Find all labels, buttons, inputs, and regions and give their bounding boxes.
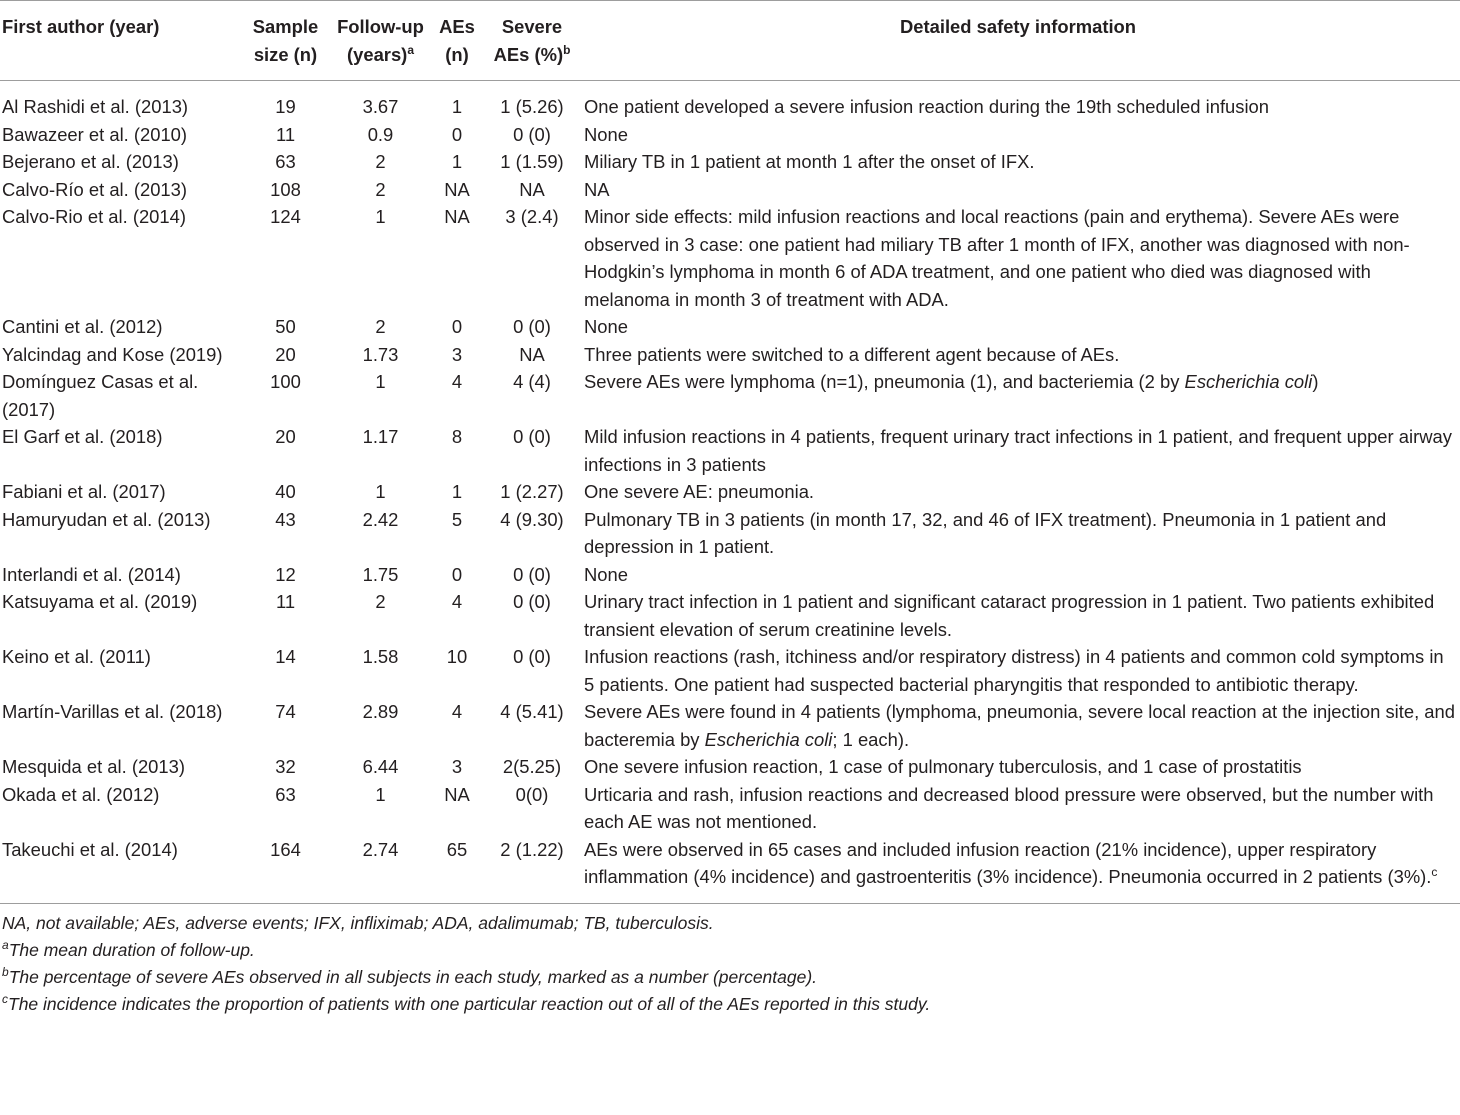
cell-sample-size: 20 [275,343,296,365]
cell-aes: 4 [451,371,463,392]
cell-follow-up: 1.17 [362,426,399,447]
cell-sample-size: 63 [275,783,296,805]
table-row [0,643,1460,698]
cell-detail: Urinary tract infection in 1 patient and significant cataract progression in 1 patient. Two patients exhibited transient elevation of serum creatinine levels. [584,591,1435,640]
cell-detail: Urticaria and rash, infusion reactions and decreased blood pressure were observed, but the number with each AE was not mentioned. [584,783,1434,832]
cell-severe-aes: 3 (2.4) [505,206,559,227]
cell-detail: Infusion reactions (rash, itchiness and/or respiratory distress) in 4 patients and common cold symptoms in 5 patients. One patient had suspected bacterial pharyngitis that responded to antibiotic therapy. [584,646,1444,695]
table-row [0,698,1460,753]
cell-follow-up: 2 [375,591,386,612]
cell-author: Calvo-Río et al. (2013) [2,178,188,200]
table-row [0,176,1460,204]
table-row [0,341,1460,369]
cell-aes: 3 [451,756,463,777]
cell-follow-up: 2.89 [362,701,399,722]
table-row [0,203,1460,313]
table-row [0,121,1460,149]
table-row [0,148,1460,176]
footnote-a: $^a$The mean duration of follow-up. [2,937,255,960]
cell-sample-size: 20 [275,426,296,447]
cell-aes: 1 [451,96,463,117]
cell-follow-up: 2 [375,151,386,172]
cell-sample-size: 164 [270,838,301,860]
header-aes: AEs (n) [426,1,488,81]
cell-aes: 1 [451,151,463,172]
cell-detail: One severe AE: pneumonia. [584,481,815,502]
table-row [0,423,1460,478]
cell-detail: Mild infusion reactions in 4 patients, frequent urinary tract infections in 1 patient, and frequent upper airway infections in 3 patients [584,426,1452,475]
cell-detail: AEs were observed in 65 cases and included infusion reaction (21% incidence), upper respiratory inflammation (4% incidence) and gastroenteritis (3% incidence). Pneumonia occurred in 2 patients (3%).$^c$ [584,838,1438,887]
cell-severe-aes: 1 (1.59) [500,151,564,172]
cell-author: Al Rashidi et al. (2013) [2,96,189,117]
cell-aes: NA [444,206,470,227]
cell-detail: None [584,563,628,585]
cell-severe-aes: 4 (5.41) [500,701,564,722]
cell-severe-aes: 1 (5.26) [500,96,564,117]
cell-sample-size: 124 [270,206,301,227]
cell-author: Interlandi et al. (2014) [2,563,181,585]
species-name: Escherichia coli [1184,371,1313,392]
cell-author: Hamuryudan et al. (2013) [2,508,211,530]
cell-sample-size: 63 [275,151,296,172]
cell-detail: One severe infusion reaction, 1 case of pulmonary tuberculosis, and 1 case of prostatitis [584,756,1302,777]
cell-follow-up: 1 [375,371,386,392]
cell-author: Bejerano et al. (2013) [2,151,179,172]
cell-detail: None [584,123,628,145]
cell-author: Keino et al. (2011) [2,646,151,667]
header-follow-up: Follow-up (years)$^a$ [335,1,426,81]
cell-follow-up: 2 [375,316,386,337]
cell-aes: NA [444,783,470,805]
cell-follow-up: 3.67 [362,96,399,117]
cell-severe-aes: 0(0) [515,783,549,805]
cell-severe-aes: 2 (1.22) [500,838,564,860]
cell-sample-size: 40 [275,481,296,502]
footnote-b: $^b$The percentage of severe AEs observed in all subjects in each study, marked as a number (percentage). [2,964,818,987]
cell-severe-aes: 0 (0) [513,316,551,337]
footnote-abbreviations: NA, not available; AEs, adverse events; IFX, infliximab; ADA, adalimumab; TB, tuberculosis. [2,912,714,933]
cell-detail: NA [584,178,610,200]
cell-aes: 1 [451,481,463,502]
table-row [0,478,1460,506]
cell-author: Cantini et al. (2012) [2,316,163,337]
cell-follow-up: 1 [375,481,386,502]
cell-severe-aes: 0 (0) [513,426,551,447]
cell-author: Mesquida et al. (2013) [2,756,185,777]
cell-aes: 0 [451,563,463,585]
cell-severe-aes: 4 (4) [513,371,551,392]
cell-sample-size: 12 [275,563,296,585]
table-row [0,753,1460,781]
cell-follow-up: 1.58 [362,646,399,667]
cell-author: Okada et al. (2012) [2,783,160,805]
cell-author: Takeuchi et al. (2014) [2,838,178,860]
cell-follow-up: 1 [375,206,386,227]
cell-severe-aes: 0 (0) [513,646,551,667]
cell-sample-size: 11 [275,591,296,612]
cell-follow-up: 6.44 [362,756,399,777]
footnote-c: $^c$The incidence indicates the proportion of patients with one particular reaction out of all of the AEs reported in this study. [2,991,931,1014]
cell-detail: One patient developed a severe infusion reaction during the 19th scheduled infusion [584,96,1270,117]
cell-aes: 3 [451,343,463,365]
cell-follow-up: 1 [375,783,386,805]
header-sample-size: Sample size (n) [236,1,335,81]
cell-aes: 4 [451,591,463,612]
header-severe-aes: Severe AEs (%)$^b$ [488,1,576,81]
cell-aes: 5 [451,508,463,530]
cell-severe-aes: 4 (9.30) [500,508,564,530]
cell-detail: Pulmonary TB in 3 patients (in month 17, 32, and 46 of IFX treatment). Pneumonia in 1 patient and depression in 1 patient. [584,508,1387,557]
cell-author: Katsuyama et al. (2019) [2,591,198,612]
cell-sample-size: 11 [275,123,296,145]
cell-detail: Severe AEs were found in 4 patients (lymphoma, pneumonia, severe local reaction at the injection site, and bacteremia by Escherichia coli; 1 each). [584,701,1455,750]
cell-follow-up: 2.42 [362,508,399,530]
cell-aes: NA [444,178,470,200]
table-row [0,81,1460,121]
cell-detail: Severe AEs were lymphoma (n=1), pneumonia (1), and bacteriemia (2 by Escherichia coli) [584,371,1319,392]
cell-author: Calvo-Rio et al. (2014) [2,206,186,227]
cell-sample-size: 14 [275,646,296,667]
cell-detail: Three patients were switched to a different agent because of AEs. [584,343,1120,365]
header-detail: Detailed safety information [576,1,1460,81]
cell-aes: 8 [451,426,463,447]
cell-severe-aes: 2(5.25) [502,756,562,777]
cell-follow-up: 2 [375,178,386,200]
table-row [0,368,1460,423]
table-row [0,506,1460,561]
cell-aes: 10 [446,646,468,667]
cell-author: Bawazeer et al. (2010) [2,123,188,145]
footnote-mark-c: c [1431,864,1438,879]
cell-severe-aes: NA [519,343,545,365]
cell-severe-aes: 0 (0) [513,123,551,145]
cell-follow-up: 1.73 [362,343,399,365]
cell-follow-up: 0.9 [367,123,394,145]
cell-aes: 65 [446,838,468,860]
table-row [0,561,1460,589]
cell-sample-size: 108 [270,178,301,200]
table-row [0,588,1460,643]
cell-author: Yalcindag and Kose (2019) [2,343,223,365]
cell-author: Fabiani et al. (2017) [2,481,166,502]
cell-sample-size: 32 [275,756,296,777]
footnote-mark-b: b [563,42,571,57]
cell-sample-size: 43 [275,508,296,530]
cell-sample-size: 50 [275,316,296,337]
header-author: First author (year) [0,1,236,81]
header-row [0,1,1460,81]
cell-follow-up: 1.75 [362,563,399,585]
table-row [0,313,1460,341]
footnote-mark-a: a [407,42,414,57]
cell-detail: None [584,316,628,337]
cell-detail: Minor side effects: mild infusion reactions and local reactions (pain and erythema). Severe AEs were observed in 3 case: one patient had miliary TB after 1 month of IFX, another was diagnosed with non-Hodgkin’s lymphoma in month 6 of ADA treatment, and one patient who died was diagnosed with melanoma in month 3 of treatment with ADA. [584,206,1410,310]
cell-severe-aes: 1 (2.27) [500,481,564,502]
cell-severe-aes: 0 (0) [513,591,551,612]
species-name: Escherichia coli [704,728,833,750]
cell-author: Domínguez Casas et al. (2017) [2,371,199,420]
cell-author: Martín-Varillas et al. (2018) [2,701,223,722]
cell-sample-size: 19 [275,96,296,117]
cell-aes: 0 [451,316,463,337]
cell-follow-up: 2.74 [362,838,399,860]
cell-author: El Garf et al. (2018) [2,426,163,447]
table-row [0,836,1460,904]
cell-severe-aes: NA [519,178,545,200]
table-footnotes [0,904,1460,1018]
cell-sample-size: 100 [270,371,301,392]
table-body [0,81,1460,904]
table-row [0,781,1460,836]
cell-aes: 4 [451,701,463,722]
cell-severe-aes: 0 (0) [513,563,551,585]
cell-sample-size: 74 [275,701,296,722]
cell-aes: 0 [451,123,463,145]
cell-detail: Miliary TB in 1 patient at month 1 after the onset of IFX. [584,151,1035,172]
